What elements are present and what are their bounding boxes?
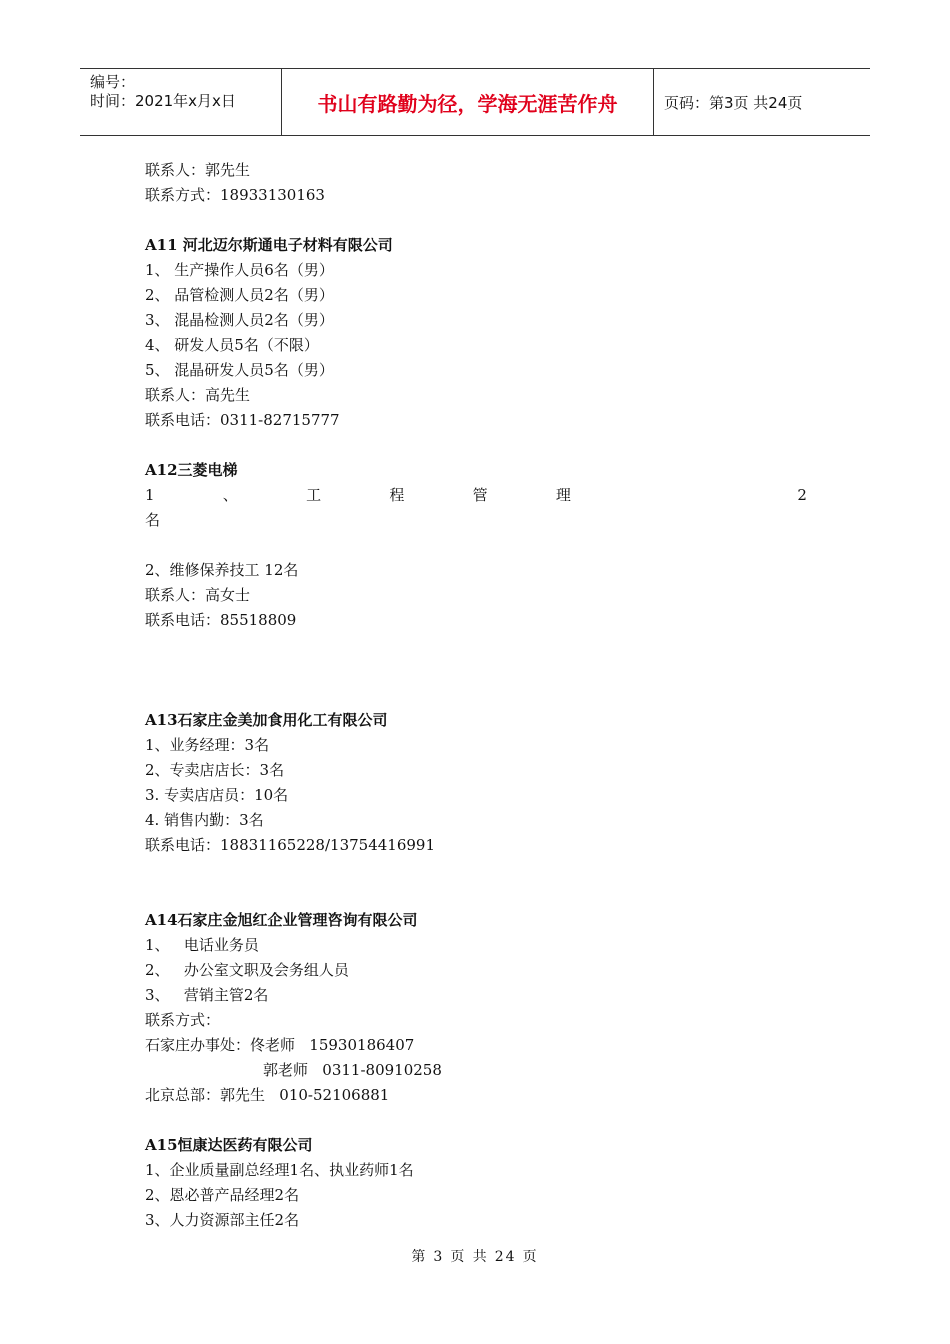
list-item: 1、 电话业务员 (145, 936, 259, 954)
document-body (145, 158, 807, 1233)
justified-char: 理 (555, 486, 571, 504)
list-item-justified (145, 483, 807, 508)
list-item: 4、 研发人员5名（不限） (145, 336, 319, 354)
contact-person: 联系人：高先生 (145, 386, 251, 404)
list-item: 5、 混晶研发人员5名（男） (145, 361, 334, 379)
list-item: 3、 混晶检测人员2名（男） (145, 311, 334, 329)
contact-person: 联系人：高女士 (145, 586, 251, 604)
justified-char: 管 (472, 486, 488, 504)
section-title-a11: A11 河北迈尔斯通电子材料有限公司 (145, 236, 393, 254)
contact-person: 联系人：郭先生 (145, 161, 251, 179)
list-item: 3. 专卖店店员：10名 (145, 786, 289, 804)
section-title-a12: A12三菱电梯 (145, 461, 238, 479)
page-footer (0, 1246, 950, 1266)
justified-char: 、 (222, 486, 238, 504)
header-page-info: 页码：第3页 共24页 (664, 93, 803, 112)
section-title-a13: A13石家庄金美加食用化工有限公司 (145, 711, 388, 729)
list-item: 2、恩必普产品经理2名 (145, 1186, 300, 1204)
office-contact: 郭老师 0311-80910258 (263, 1061, 442, 1079)
list-item: 2、维修保养技工 12名 (145, 561, 299, 579)
list-item: 1、企业质量副总经理1名、执业药师1名 (145, 1161, 414, 1179)
office-contact: 石家庄办事处：佟老师 15930186407 (145, 1036, 415, 1054)
header-motto: 书山有路勤为径，学海无涯苦作舟 (282, 69, 654, 135)
list-item: 2、专卖店店长：3名 (145, 761, 285, 779)
page-header (80, 68, 870, 136)
list-item-wrap: 名 (145, 511, 161, 529)
list-item: 1、业务经理：3名 (145, 736, 270, 754)
section-title-a14: A14石家庄金旭红企业管理咨询有限公司 (145, 911, 418, 929)
serial-label: 编号： (90, 73, 136, 91)
section-title-a15: A15恒康达医药有限公司 (145, 1136, 313, 1154)
footer-prefix: 第 (411, 1249, 428, 1265)
footer-mid: 页 共 (450, 1249, 489, 1265)
contact-phone: 联系电话：85518809 (145, 611, 297, 629)
justified-char: 程 (389, 486, 405, 504)
list-item: 2、 办公室文职及会务组人员 (145, 961, 349, 979)
footer-total: 24 (494, 1249, 517, 1265)
header-meta (80, 69, 282, 135)
justified-char: 工 (306, 486, 322, 504)
list-item: 2、 品管检测人员2名（男） (145, 286, 334, 304)
justified-char: 1 (145, 486, 155, 504)
footer-page: 3 (433, 1249, 445, 1265)
justified-char: 2 (797, 486, 807, 504)
list-item: 1、 生产操作人员6名（男） (145, 261, 334, 279)
hq-contact: 北京总部：郭先生 010-52106881 (145, 1086, 390, 1104)
list-item: 3、人力资源部主任2名 (145, 1211, 300, 1229)
contact-phone: 联系电话：0311-82715777 (145, 411, 340, 429)
time-label: 时间：2021年x月x日 (90, 92, 236, 110)
list-item: 4. 销售内勤：3名 (145, 811, 264, 829)
contact-label: 联系方式： (145, 1011, 221, 1029)
footer-suffix: 页 (522, 1249, 539, 1265)
contact-phone: 联系电话：18831165228/13754416991 (145, 836, 436, 854)
list-item: 3、 营销主管2名 (145, 986, 269, 1004)
contact-method: 联系方式：18933130163 (145, 186, 325, 204)
